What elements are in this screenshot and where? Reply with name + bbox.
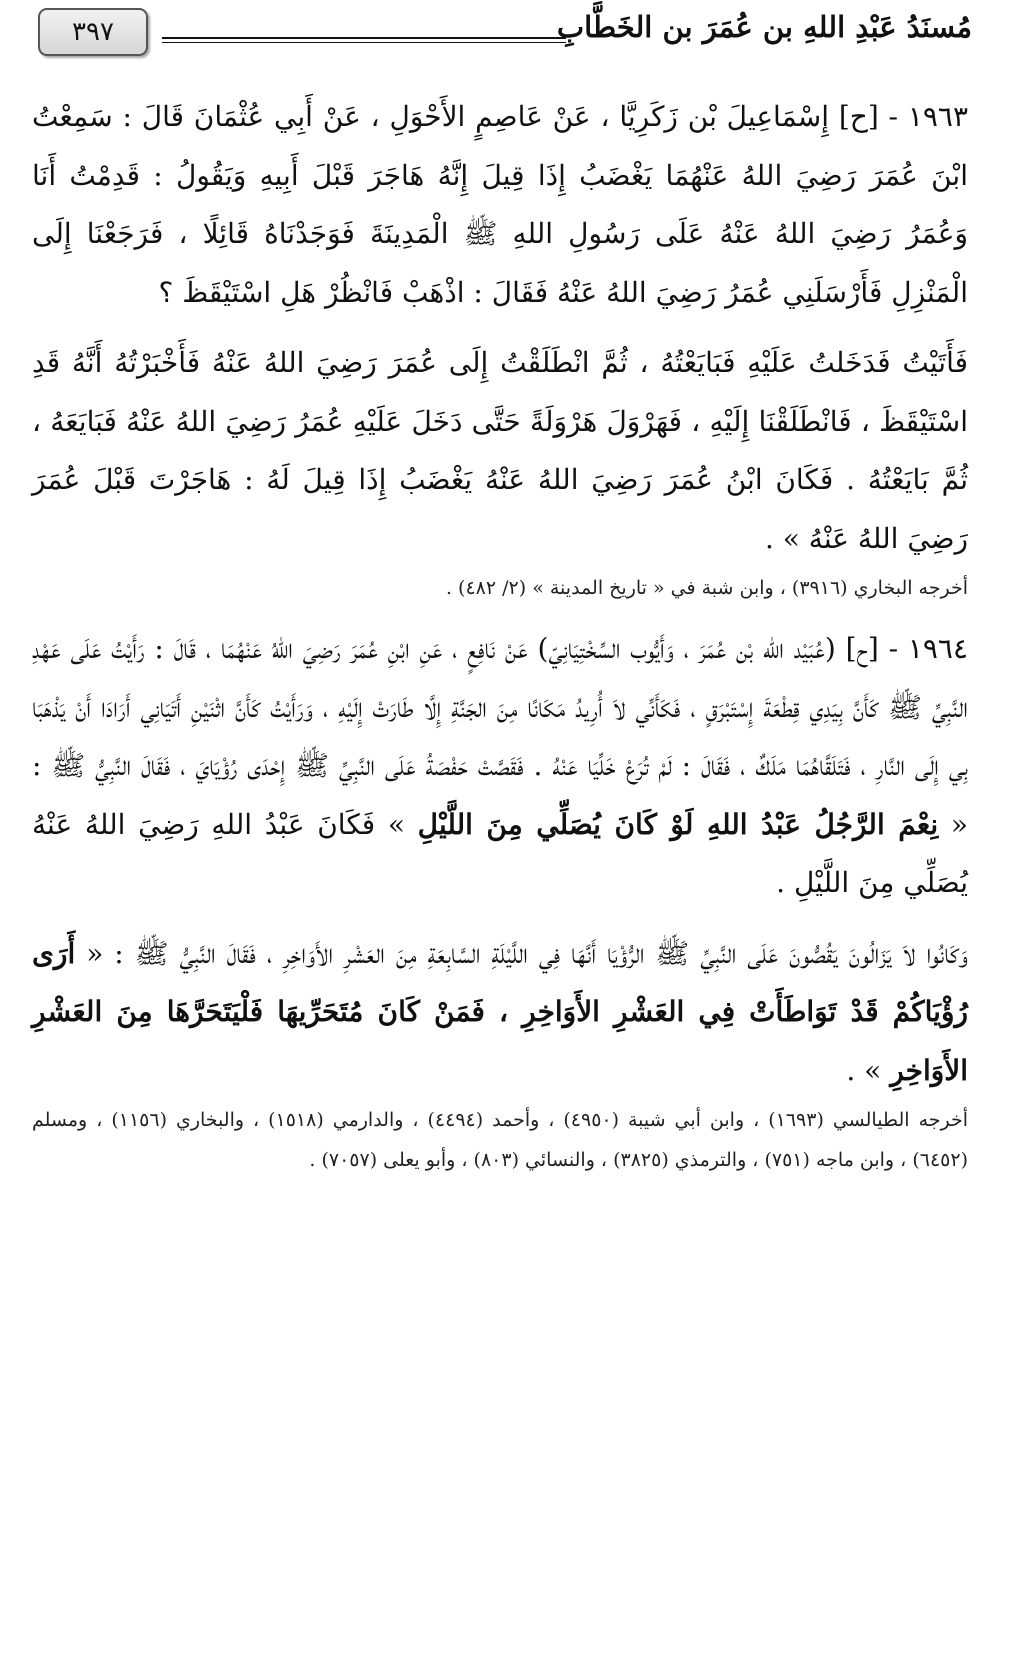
takhrij-1963: أخرجه البخاري (٣٩١٦) ، وابن شبة في « تاريخ المدينة » (٢/ ٤٨٢) . xyxy=(445,577,968,599)
takhrij-1964: أخرجه الطيالسي (١٦٩٣) ، وابن أبي شيبة (٤٩٥٠) ، وأحمد (٤٤٩٤) ، والدارمي (١٥١٨) ، والبخاري (١١٥٦) ، ومسلم (٦٤٥٢) ، وابن ماجه (٧٥١) ، والترمذي (٣٨٢٥) ، والنسائي (٨٠٣) ، وأبو يعلى (٧٠٥٧) . xyxy=(32,1109,969,1171)
hadith-1964-cont-prophetic-saying: أَرَى رُؤْيَاكُمْ قَدْ تَوَاطَأَتْ فِي العَشْرِ الأَوَاخِرِ ، فَمَنْ كَانَ مُتَحَرِّيهَا فَلْيَتَحَرَّهَا مِنَ العَشْرِ الأَوَاخِرِ xyxy=(32,936,968,1087)
page-body xyxy=(32,88,968,1180)
page-number-badge xyxy=(38,8,148,56)
hadith-1964-text-end: » فَكَانَ عَبْدُ اللهِ رَضِيَ اللهُ عَنْهُ يُصَلِّي مِنَ اللَّيْلِ . xyxy=(32,807,968,899)
page-header xyxy=(0,0,1010,70)
page-number: ٣٩٧ xyxy=(72,17,114,47)
hadith-1964 xyxy=(32,620,968,913)
running-title: مُسنَدُ عَبْدِ اللهِ بن عُمَرَ بن الخَطَّابِ xyxy=(556,10,972,44)
hadith-1963-continuation: فَأَتَيْتُ فَدَخَلتُ عَلَيْهِ فَبَايَعْتُهُ ، ثُمَّ انْطَلَقْتُ إِلَى عُمَرَ رَضِيَ اللهُ عَنْهُ فَأَخْبَرْتُهُ أَنَّهُ قَدِ اسْتَيْقَظَ ، فَانْطَلَقْنَا إِلَيْهِ ، فَهَرْوَلَ هَرْوَلَةً حَتَّى دَخَلَ عَلَيْهِ عُمَرُ رَضِيَ اللهُ عَنْهُ فَبَايَعَهُ ، ثُمَّ بَايَعْتُهُ . فَكَانَ ابْنُ عُمَرَ رَضِيَ اللهُ عَنْهُ يَغْضَبُ إِذَا قِيلَ لَهُ : هَاجَرْتَ قَبْلَ عُمَرَ رَضِيَ اللهُ عَنْهُ » . xyxy=(32,346,968,555)
hadith-1964-cont-text: وَكَانُوا لاَ يَزَالُونَ يَقُصُّونَ عَلَى النَّبِيِّ ﷺ الرُّؤْيَا أَنَّهَا فِي اللَّيْلَةِ السَّابِعَةِ مِنَ العَشْرِ الأَوَاخِرِ ، فَقَالَ النَّبِيُّ ﷺ : « xyxy=(75,936,968,970)
hadith-1964-prophetic-saying: نِعْمَ الرَّجُلُ عَبْدُ اللهِ لَوْ كَانَ يُصَلِّي مِنَ اللَّيْلِ xyxy=(417,807,939,841)
hadith-1964-continuation xyxy=(32,925,968,1101)
hadith-1964-cont-text-end: » . xyxy=(846,1053,891,1087)
header-divider xyxy=(162,37,566,43)
hadith-1964-text: ١٩٦٤ - [ح] (عُبَيْد الله بْن عُمَرَ ، وَأَيُّوب السِّخْتِيَانِيّ) عَنْ نَافِعٍ ، عَنِ ابْنِ عُمَرَ رَضِيَ اللهُ عَنْهُمَا ، قَالَ : رَأَيْتُ عَلَى عَهْدِ النَّبِيِّ ﷺ كَأَنَّ بِيَدِي قِطْعَةَ إِسْتَبْرَقٍ ، فَكَأَنِّي لاَ أُرِيدُ مَكَانًا مِنَ الجَنَّةِ إِلَّا طَارَتْ إِلَيْهِ ، وَرَأَيْتُ كَأَنَّ اثْنَيْنِ أَتَيَانِي أَرَادَا أَنْ يَذْهَبَا بِي إِلَى النَّارِ ، فَتَلَقَّاهُمَا مَلَكٌ ، فَقَالَ : لَمْ تُرَعْ خَلِّيَا عَنْهُ . فَقَصَّتْ حَفْصَةُ عَلَى النَّبِيِّ ﷺ إِحْدَى رُؤْيَايَ ، فَقَالَ النَّبِيُّ ﷺ : « xyxy=(32,632,968,841)
hadith-1963: ١٩٦٣ - [ح] إِسْمَاعِيلَ بْن زَكَرِيَّا ، عَنْ عَاصِمٍ الأَحْوَلِ ، عَنْ أَبِي عُثْمَانَ قَالَ : سَمِعْتُ ابْنَ عُمَرَ رَضِيَ اللهُ عَنْهُمَا يَغْضَبُ إِذَا قِيلَ إِنَّهُ هَاجَرَ قَبْلَ أَبِيهِ وَيَقُولُ : قَدِمْتُ أَنَا وَعُمَرُ رَضِيَ اللهُ عَنْهُ عَلَى رَسُولِ اللهِ ﷺ الْمَدِينَةَ فَوَجَدْنَاهُ قَائِلًا ، فَرَجَعْنَا إِلَى الْمَنْزِلِ فَأَرْسَلَنِي عُمَرُ رَضِيَ اللهُ عَنْهُ فَقَالَ : اذْهَبْ فَانْظُرْ هَلِ اسْتَيْقَظَ ؟ xyxy=(32,100,968,309)
